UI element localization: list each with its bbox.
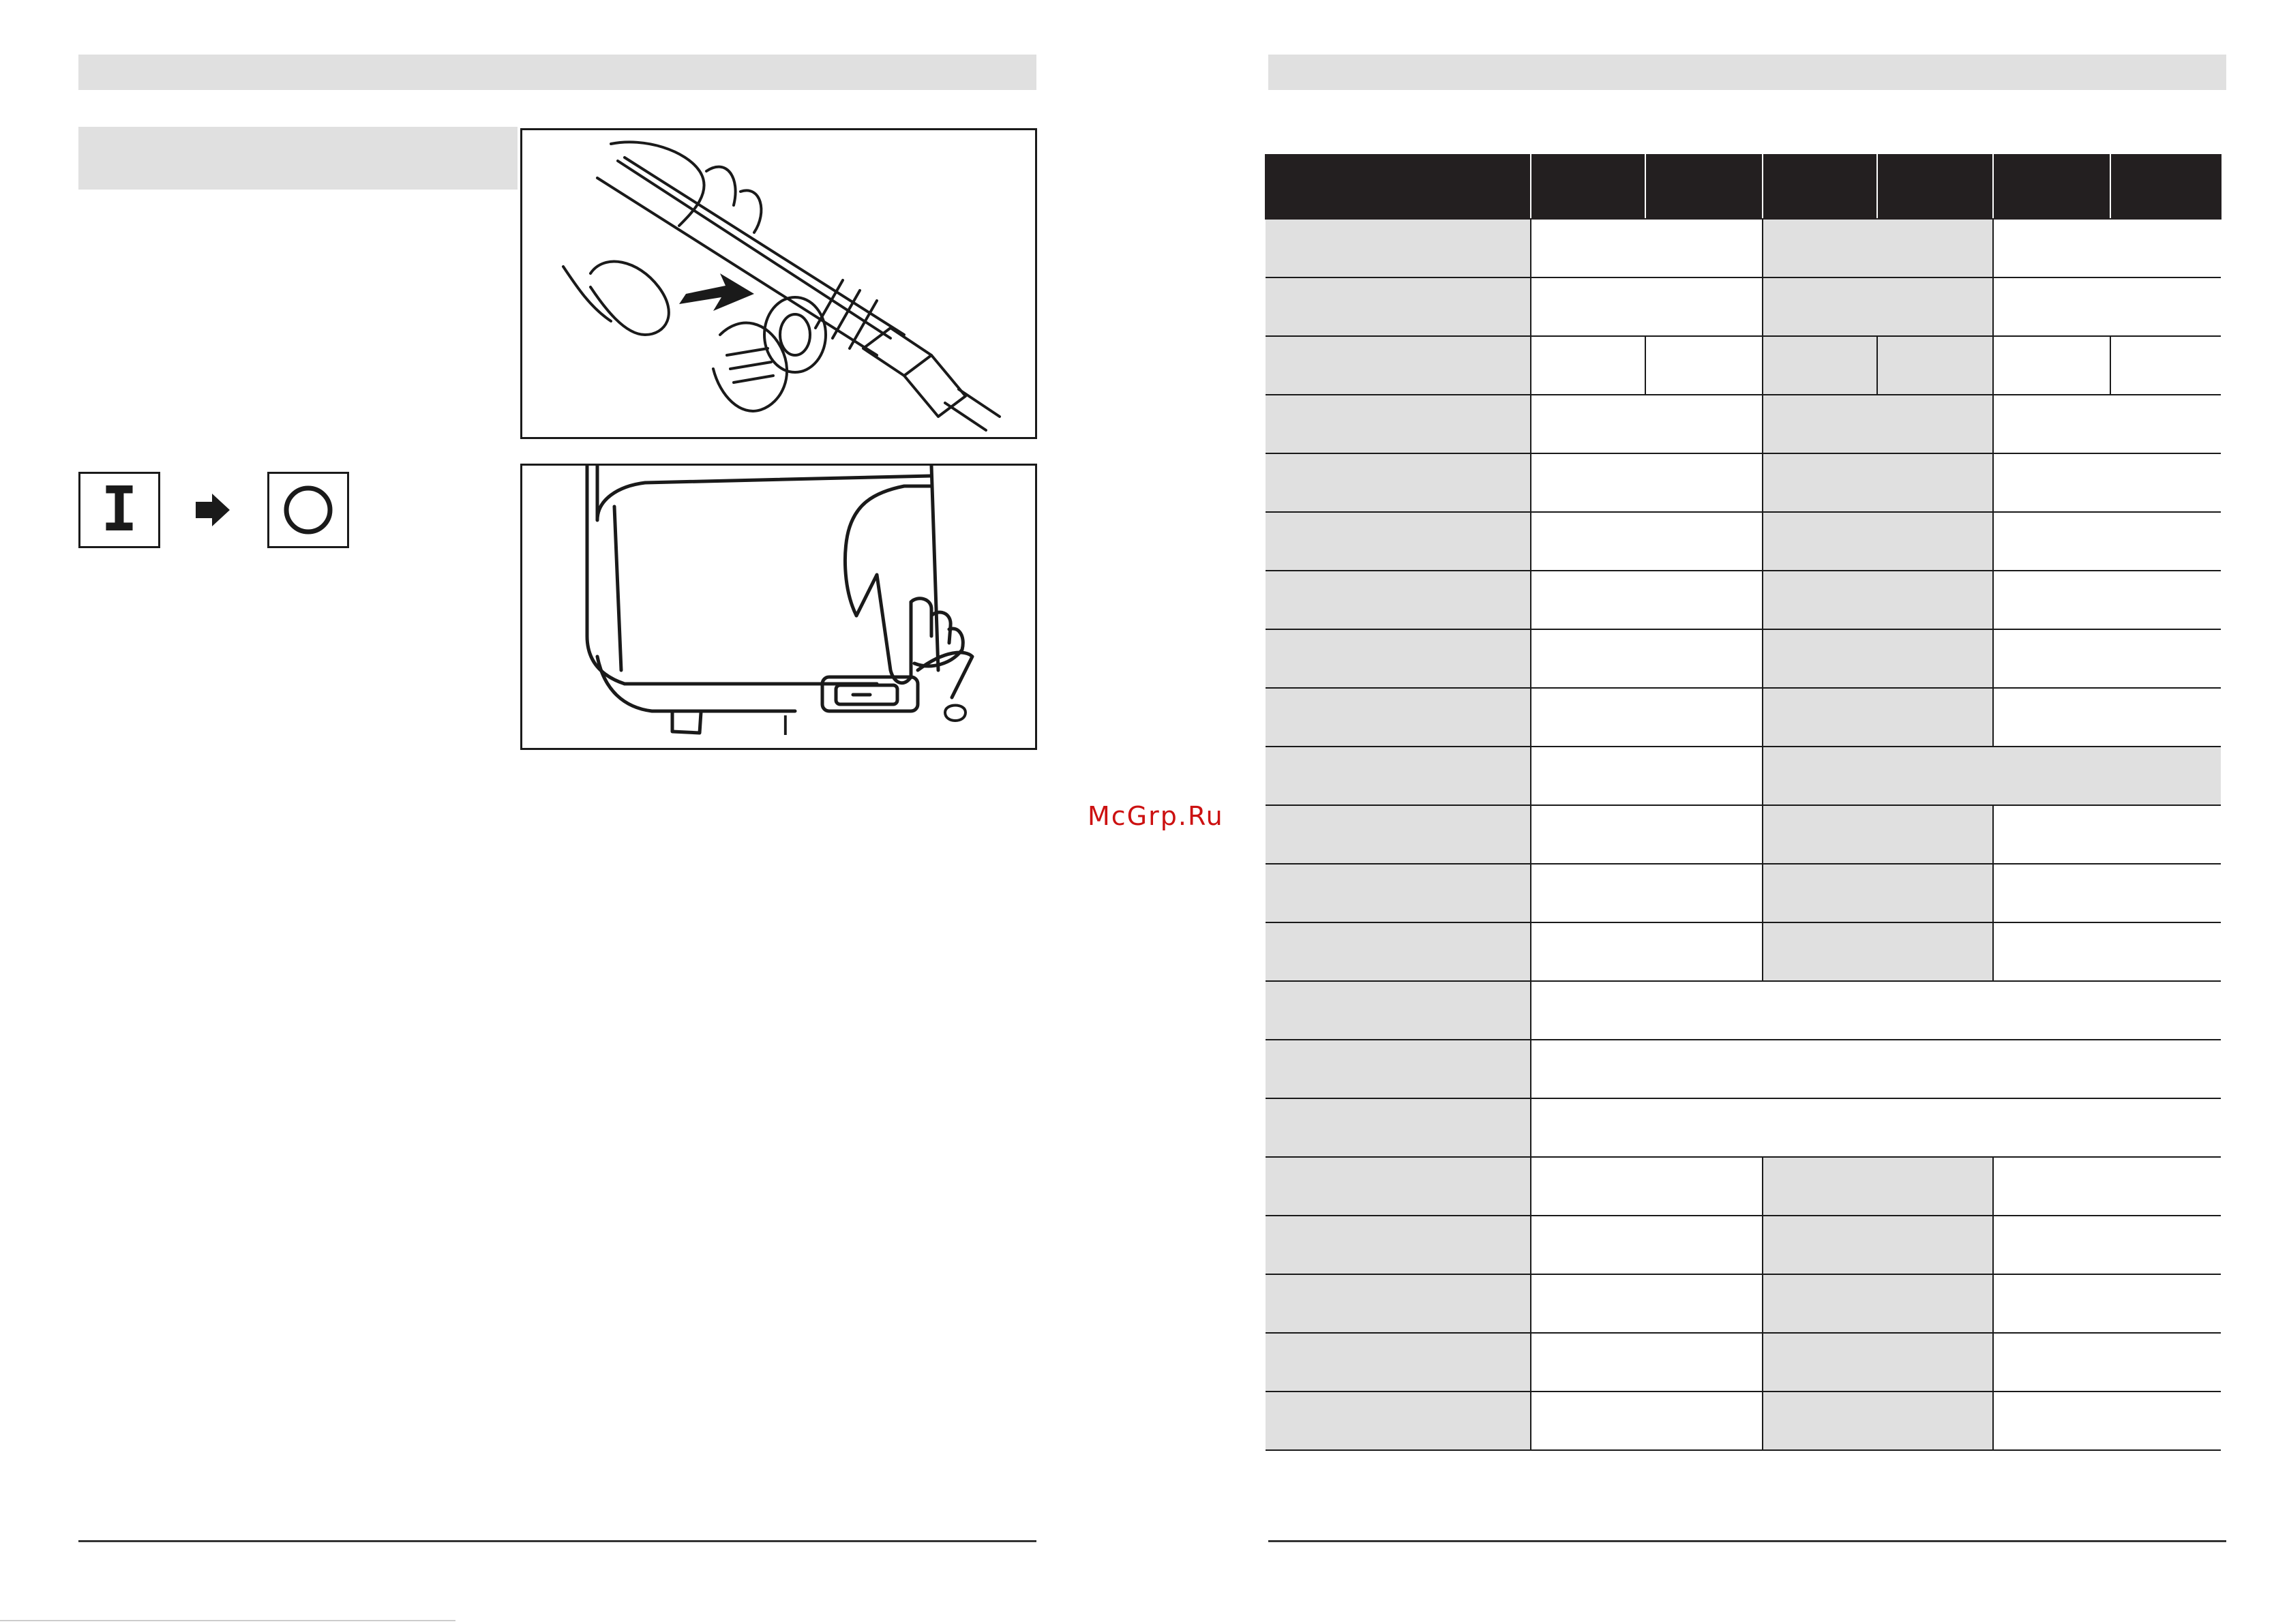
- off-symbol-circle: [281, 483, 335, 537]
- table-cell: [1763, 453, 1993, 512]
- table-row: [1266, 1040, 2221, 1098]
- table-row: [1266, 805, 2221, 864]
- figure-switch-off: [520, 464, 1037, 750]
- table-row: [1266, 922, 2221, 981]
- table-cell: [1531, 981, 2221, 1040]
- arrow-right-icon: [193, 492, 233, 528]
- table-cell: [1531, 219, 1763, 277]
- table-cell: [1763, 1333, 1993, 1392]
- section-heading-box: [78, 127, 518, 190]
- table-cell: [1531, 1333, 1763, 1392]
- table-row: [1266, 864, 2221, 922]
- table-cell: [1763, 277, 1993, 336]
- scan-edge-line: [0, 1620, 455, 1621]
- table-row: [1266, 1098, 2221, 1157]
- spec-table: [1265, 154, 2221, 1451]
- table-cell: [1531, 1157, 1763, 1216]
- figure-on-label: I: [781, 709, 790, 741]
- header-cell: [1645, 155, 1763, 219]
- table-row: [1266, 981, 2221, 1040]
- table-row: [1266, 336, 2221, 395]
- row-label: [1266, 1392, 1531, 1450]
- row-label: [1266, 512, 1531, 571]
- right-header-bar: [1268, 55, 2226, 90]
- left-footer-rule: [78, 1540, 1036, 1542]
- table-row: [1266, 1157, 2221, 1216]
- table-row: [1266, 277, 2221, 336]
- table-cell: [1993, 1216, 2221, 1274]
- header-cell: [1993, 155, 2110, 219]
- table-cell: [1993, 219, 2221, 277]
- table-cell: [1993, 864, 2221, 922]
- table-cell: [1531, 747, 1763, 805]
- table-cell: [1531, 1098, 2221, 1157]
- spec-header-row: [1266, 155, 2221, 219]
- table-cell: [1531, 571, 1763, 629]
- row-label: [1266, 688, 1531, 747]
- left-header-bar: [78, 55, 1036, 90]
- header-cell: [2110, 155, 2221, 219]
- row-label: [1266, 864, 1531, 922]
- table-cell: [1531, 1392, 1763, 1450]
- row-label: [1266, 395, 1531, 453]
- row-label: [1266, 1040, 1531, 1098]
- row-label: [1266, 1098, 1531, 1157]
- table-cell: [1993, 1333, 2221, 1392]
- table-cell: [1763, 629, 1993, 688]
- row-label: [1266, 629, 1531, 688]
- table-cell: [1763, 219, 1993, 277]
- hand-pulling-hose-illustration: [522, 130, 1035, 437]
- watermark: McGrp.Ru: [1088, 801, 1224, 831]
- header-cell: [1266, 155, 1531, 219]
- table-cell: [1763, 336, 1877, 395]
- header-cell: [1531, 155, 1645, 219]
- on-symbol-box: [78, 472, 160, 548]
- row-label: [1266, 277, 1531, 336]
- table-cell: [1531, 688, 1763, 747]
- table-cell: [1531, 864, 1763, 922]
- table-cell: [1993, 571, 2221, 629]
- table-cell: [1531, 805, 1763, 864]
- row-label: [1266, 571, 1531, 629]
- table-cell: [1993, 512, 2221, 571]
- row-label: [1266, 1216, 1531, 1274]
- table-cell: [1531, 453, 1763, 512]
- table-cell: [1763, 864, 1993, 922]
- table-cell: [1763, 512, 1993, 571]
- table-cell: [1531, 512, 1763, 571]
- table-cell: [1763, 747, 2221, 805]
- table-cell: [1993, 688, 2221, 747]
- table-cell: [1531, 1274, 1763, 1333]
- table-cell: [1763, 1157, 1993, 1216]
- table-row: [1266, 1274, 2221, 1333]
- table-row: [1266, 219, 2221, 277]
- table-cell: [1993, 922, 2221, 981]
- table-cell: [1531, 1040, 2221, 1098]
- table-row: [1266, 1216, 2221, 1274]
- table-cell: [1531, 1216, 1763, 1274]
- row-label: [1266, 219, 1531, 277]
- table-cell: [1877, 336, 1993, 395]
- table-row: [1266, 395, 2221, 453]
- table-cell: [1993, 336, 2110, 395]
- row-label: [1266, 1157, 1531, 1216]
- table-cell: [1763, 1392, 1993, 1450]
- table-cell: [1993, 453, 2221, 512]
- right-footer-rule: [1268, 1540, 2226, 1542]
- table-row: [1266, 1392, 2221, 1450]
- row-label: [1266, 1333, 1531, 1392]
- row-label: [1266, 747, 1531, 805]
- table-row: [1266, 512, 2221, 571]
- table-cell: [1645, 336, 1763, 395]
- table-cell: [1763, 1274, 1993, 1333]
- figure-remove-hose: [520, 128, 1037, 439]
- table-cell: [1993, 1392, 2221, 1450]
- off-symbol-box: [267, 472, 349, 548]
- table-cell: [1531, 629, 1763, 688]
- table-cell: [1763, 1216, 1993, 1274]
- table-cell: [1993, 1157, 2221, 1216]
- table-cell: [1763, 571, 1993, 629]
- table-cell: [1763, 688, 1993, 747]
- table-cell: [1531, 922, 1763, 981]
- table-row: [1266, 688, 2221, 747]
- table-row: [1266, 1333, 2221, 1392]
- table-cell: [1993, 629, 2221, 688]
- table-row: [1266, 571, 2221, 629]
- row-label: [1266, 805, 1531, 864]
- table-cell: [1531, 395, 1763, 453]
- row-label: [1266, 1274, 1531, 1333]
- header-cell: [1877, 155, 1993, 219]
- on-symbol: I: [100, 474, 138, 545]
- table-cell: [1993, 1274, 2221, 1333]
- table-cell: [2110, 336, 2221, 395]
- header-cell: [1763, 155, 1877, 219]
- table-cell: [1763, 395, 1993, 453]
- row-label: [1266, 922, 1531, 981]
- table-cell: [1993, 805, 2221, 864]
- table-row: [1266, 747, 2221, 805]
- table-cell: [1993, 395, 2221, 453]
- finger-pressing-switch-illustration: [522, 466, 1035, 748]
- table-cell: [1763, 922, 1993, 981]
- row-label: [1266, 981, 1531, 1040]
- table-cell: [1531, 277, 1763, 336]
- row-label: [1266, 453, 1531, 512]
- row-label: [1266, 336, 1531, 395]
- table-cell: [1993, 277, 2221, 336]
- table-cell: [1531, 336, 1645, 395]
- table-row: [1266, 453, 2221, 512]
- table-row: [1266, 629, 2221, 688]
- table-cell: [1763, 805, 1993, 864]
